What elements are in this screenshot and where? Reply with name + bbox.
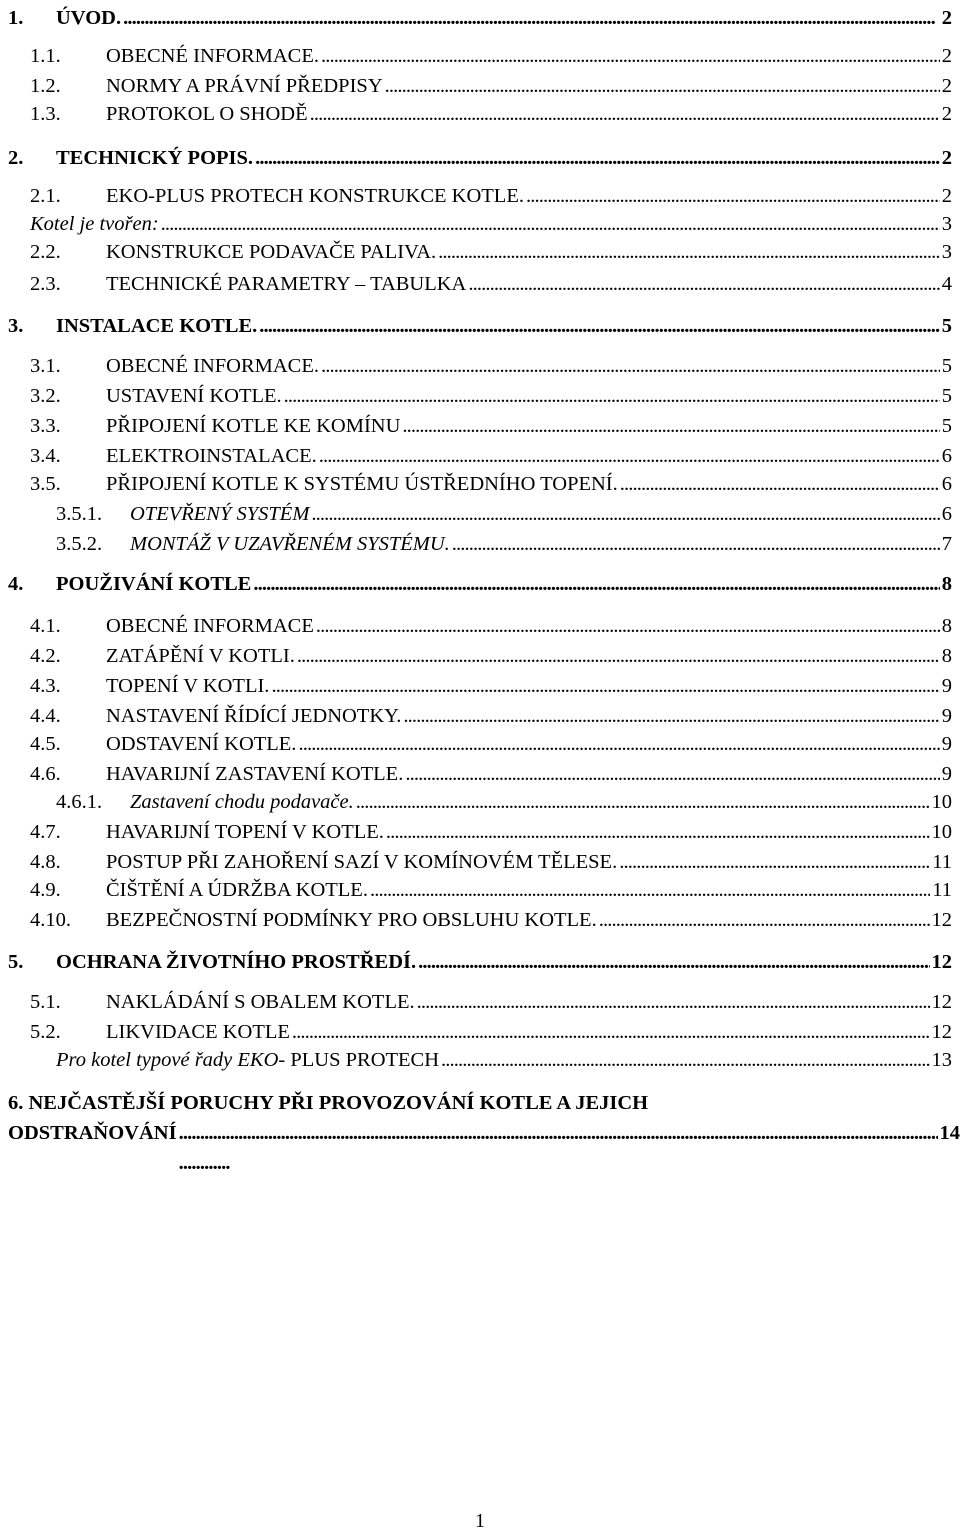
toc-entry-title-text: NORMY A PRÁVNÍ PŘEDPISY <box>106 75 383 97</box>
toc-leader-dots <box>297 644 940 668</box>
toc-page-number: 10 <box>931 791 952 813</box>
toc-leader-dots <box>259 314 939 338</box>
toc-entry-title: LIKVIDACE KOTLE <box>106 1021 290 1043</box>
toc-leader-dots <box>370 878 930 902</box>
toc-entry[interactable] <box>56 532 952 556</box>
toc-entry-number: 4.10. <box>30 909 71 931</box>
toc-leader-dots <box>271 674 939 698</box>
toc-entry-number: 4.6.1. <box>56 791 103 813</box>
toc-entry-title <box>56 1048 439 1072</box>
toc-page-number: 7 <box>941 533 952 555</box>
toc-entry-number: 3. <box>8 315 24 337</box>
toc-entry[interactable] <box>30 102 952 126</box>
toc-entry[interactable] <box>30 762 952 786</box>
toc-entry-title-text: HAVARIJNÍ ZASTAVENÍ KOTLE. <box>106 763 404 785</box>
toc-entry-title: ÚVOD. <box>56 7 122 29</box>
toc-entry[interactable] <box>30 674 952 698</box>
toc-entry-title: PROTOKOL O SHODĚ <box>106 103 308 125</box>
toc-entry-title-text: TECHNICKÉ PARAMETRY – TABULKA <box>106 273 467 295</box>
toc-entry-number: 4.1. <box>30 615 61 637</box>
toc-entry[interactable] <box>30 644 952 668</box>
toc-entry-title <box>106 990 415 1014</box>
toc-entry-number: 1. <box>8 7 24 29</box>
toc-page-number: 8 <box>941 573 952 595</box>
toc-entry-title <box>106 820 384 844</box>
toc-page-number: 2 <box>941 7 952 29</box>
toc-entry-title-text: USTAVENÍ KOTLE. <box>106 385 282 407</box>
toc-entry-title-italic: Pro kotel typové řady EKO- <box>56 1049 286 1071</box>
toc-entry-title: EKO-PLUS PROTECH KONSTRUKCE KOTLE. <box>106 185 524 207</box>
toc-entry-title: PŘIPOJENÍ KOTLE KE KOMÍNU <box>106 415 401 437</box>
toc-leader-dots <box>321 354 940 378</box>
toc-leader-dots <box>441 1048 929 1072</box>
toc-entry-title-text: OBECNÉ INFORMACE. <box>106 45 319 67</box>
toc-entry-number: 1.1. <box>30 45 61 67</box>
toc-leader-dots <box>405 762 939 786</box>
toc-page-number: 8 <box>941 615 952 637</box>
toc-page-number: 10 <box>931 821 952 843</box>
toc-entry-title-text: ODSTAVENÍ KOTLE. <box>106 733 297 755</box>
toc-entry-title: OCHRANA ŽIVOTNÍHO PROSTŘEDÍ. <box>56 951 417 973</box>
toc-entry-title <box>106 354 319 378</box>
toc-entry-title <box>106 384 282 408</box>
toc-entry-title <box>106 704 401 728</box>
toc-page-number: 6 <box>941 503 952 525</box>
toc-leader-dots <box>179 1118 938 1178</box>
toc-leader-dots <box>298 732 939 756</box>
toc-entry[interactable] <box>30 184 952 208</box>
toc-entry-number: 4.4. <box>30 705 61 727</box>
toc-page-number: 9 <box>941 675 952 697</box>
toc-entry[interactable] <box>30 44 952 68</box>
toc-entry-title <box>106 74 383 98</box>
toc-entry-number: 4.9. <box>30 879 61 901</box>
toc-entry[interactable] <box>30 240 952 264</box>
toc-leader-dots <box>292 1020 930 1044</box>
toc-entry[interactable] <box>30 414 952 438</box>
toc-page-number: 8 <box>941 645 952 667</box>
toc-page-number: 11 <box>932 879 952 901</box>
toc-page-number: 5 <box>941 355 952 377</box>
toc-entry-title-text: TOPENÍ V KOTLI. <box>106 675 270 697</box>
toc-leader-dots <box>284 384 940 408</box>
toc-leader-dots <box>619 850 930 874</box>
toc-page-number: 13 <box>931 1049 952 1071</box>
toc-entry-number: 5.1. <box>30 991 61 1013</box>
toc-entry-title: MONTÁŽ V UZAVŘENÉM SYSTÉMU. <box>130 533 450 555</box>
toc-page-number: 3 <box>941 213 952 235</box>
toc-page-number: 2 <box>941 103 952 125</box>
toc-entry-number: 2.2. <box>30 241 61 263</box>
toc-page-number: 5 <box>941 315 952 337</box>
toc-leader-dots <box>452 532 940 556</box>
toc-entry-number: 3.5. <box>30 473 61 495</box>
toc-page-number: 6 <box>941 473 952 495</box>
toc-entry-title: OBECNÉ INFORMACE <box>106 615 314 637</box>
toc-leader-dots <box>403 704 939 728</box>
toc-entry-number: 3.1. <box>30 355 61 377</box>
toc-entry[interactable] <box>56 502 952 526</box>
toc-entry-number: 3.5.2. <box>56 533 103 555</box>
toc-leader-dots <box>123 6 940 30</box>
toc-page-number: 3 <box>941 241 952 263</box>
toc-entry-title <box>106 878 368 902</box>
toc-page-number: 4 <box>941 273 952 295</box>
toc-page-number: 2 <box>941 75 952 97</box>
toc-entry-title <box>106 762 403 786</box>
toc-entry[interactable] <box>8 314 952 338</box>
toc-entry-title-text: BEZPEČNOSTNÍ PODMÍNKY PRO OBSLUHU KOTLE. <box>106 909 597 931</box>
toc-entry-title: INSTALACE KOTLE. <box>56 315 258 337</box>
toc-page-number: 2 <box>941 185 952 207</box>
toc-leader-dots <box>255 146 940 170</box>
toc-entry-title <box>106 732 296 756</box>
toc-page-number: 11 <box>932 851 952 873</box>
toc-entry-number: 4.5. <box>30 733 61 755</box>
toc-leader-dots <box>402 414 939 438</box>
toc-entry-number: 4. <box>8 573 24 595</box>
toc-entry[interactable] <box>30 1020 952 1044</box>
toc-leader-dots <box>385 74 940 98</box>
toc-leader-dots <box>319 444 940 468</box>
toc-entry-title <box>106 908 597 932</box>
toc-entry[interactable] <box>30 614 952 638</box>
toc-entry-title: PŘIPOJENÍ KOTLE K SYSTÉMU ÚSTŘEDNÍHO TOPENÍ. <box>106 473 618 495</box>
toc-page-number: 6 <box>941 445 952 467</box>
toc-entry-title-text: HAVARIJNÍ TOPENÍ V KOTLE. <box>106 821 384 843</box>
toc-entry-title <box>106 240 436 264</box>
toc-entry-title-text: POSTUP PŘI ZAHOŘENÍ SAZÍ V KOMÍNOVÉM TĚLESE. <box>106 851 618 873</box>
toc-entry-number: 3.2. <box>30 385 61 407</box>
toc-entry-title <box>106 674 269 698</box>
toc-leader-dots <box>311 502 939 526</box>
toc-entry-number: 4.8. <box>30 851 61 873</box>
toc-page-number: 9 <box>941 705 952 727</box>
toc-entry[interactable] <box>30 272 952 296</box>
toc-page-number: 14 <box>939 1122 960 1144</box>
toc-leader-dots <box>253 572 939 596</box>
toc-entry[interactable] <box>30 878 952 902</box>
toc-page-number: 2 <box>941 45 952 67</box>
toc-entry-number: 4.6. <box>30 763 61 785</box>
toc-entry[interactable] <box>30 384 952 408</box>
toc-entry-number: 2.1. <box>30 185 61 207</box>
toc-entry-6 <box>8 1088 960 1178</box>
toc-page-number: 9 <box>941 733 952 755</box>
toc-entry-title-text: NASTAVENÍ ŘÍDÍCÍ JEDNOTKY. <box>106 705 402 727</box>
toc-entry[interactable] <box>30 732 952 756</box>
toc-entry-title: TECHNICKÝ POPIS. <box>56 147 254 169</box>
toc-entry-number: 1.3. <box>30 103 61 125</box>
toc-entry-6-line1: 6. NEJČASTĚJŠÍ PORUCHY PŘI PROVOZOVÁNÍ KOTLE A JEJICH <box>8 1092 649 1114</box>
toc-entry-6-line2: ODSTRAŇOVÁNÍ <box>8 1122 177 1144</box>
toc-page-number: 5 <box>941 415 952 437</box>
toc-entry[interactable] <box>30 990 952 1014</box>
toc-entry[interactable] <box>30 908 952 932</box>
toc-leader-dots <box>356 790 930 814</box>
toc-entry[interactable] <box>8 950 952 974</box>
toc-page-number: 9 <box>941 763 952 785</box>
toc-entry-number: 4.3. <box>30 675 61 697</box>
toc-leader-dots <box>599 908 930 932</box>
toc-entry-title <box>106 850 617 874</box>
toc-entry-number: 3.5.1. <box>56 503 103 525</box>
toc-entry-title-text: ELEKTROINSTALACE. <box>106 445 317 467</box>
toc-entry-title-plain: PLUS PROTECH <box>285 1049 440 1071</box>
toc-entry-title <box>106 44 319 68</box>
toc-entry-title: Kotel je tvořen: <box>30 213 159 235</box>
toc-page-number: 2 <box>941 147 952 169</box>
toc-entry-number: 2.3. <box>30 273 61 295</box>
toc-entry[interactable] <box>30 444 952 468</box>
toc-entry-number: 4.7. <box>30 821 61 843</box>
toc-entry[interactable] <box>30 820 952 844</box>
toc-entry-number: 5.2. <box>30 1021 61 1043</box>
toc-entry-title-text: ČIŠTĚNÍ A ÚDRŽBA KOTLE. <box>106 879 368 901</box>
toc-entry-title-text: OBECNÉ INFORMACE. <box>106 355 319 377</box>
toc-entry-title <box>106 644 295 668</box>
toc-entry[interactable] <box>30 74 952 98</box>
toc-entry-title-text: ZATÁPĚNÍ V KOTLI. <box>106 645 295 667</box>
toc-entry-number: 3.4. <box>30 445 61 467</box>
toc-entry[interactable] <box>8 146 952 170</box>
toc-entry[interactable] <box>8 6 952 30</box>
toc-page-number: 5 <box>941 385 952 407</box>
toc-leader-dots <box>417 990 930 1014</box>
toc-entry-number: 3.3. <box>30 415 61 437</box>
toc-leader-dots <box>438 240 940 264</box>
toc-entry-title: Zastavení chodu podavače. <box>130 791 354 813</box>
toc-entry-number: 1.2. <box>30 75 61 97</box>
toc-leader-dots <box>418 950 929 974</box>
toc-entry[interactable] <box>8 572 952 596</box>
toc-leader-dots <box>316 614 940 638</box>
toc-entry-number: 2. <box>8 147 24 169</box>
toc-entry[interactable] <box>30 472 952 496</box>
toc-entry-title-text: KONSTRUKCE PODAVAČE PALIVA. <box>106 241 437 263</box>
toc-entry-title <box>106 272 466 296</box>
toc-leader-dots <box>161 212 940 236</box>
toc-leader-dots <box>526 184 940 208</box>
toc-page-number: 12 <box>931 1021 952 1043</box>
toc-leader-dots <box>386 820 930 844</box>
toc-entry-title-text: NAKLÁDÁNÍ S OBALEM KOTLE. <box>106 991 415 1013</box>
toc-entry-title: POUŽIVÁNÍ KOTLE <box>56 573 252 595</box>
toc-leader-dots <box>620 472 940 496</box>
toc-entry-title <box>106 444 317 468</box>
toc-entry-number: 5. <box>8 951 24 973</box>
toc-page-number: 12 <box>931 991 952 1013</box>
toc-entry[interactable] <box>56 790 952 814</box>
toc-entry[interactable] <box>30 212 952 236</box>
toc-leader-dots <box>310 102 940 126</box>
toc-page-number: 12 <box>931 909 952 931</box>
page-footer-number: 1 <box>475 1510 485 1532</box>
toc-leader-dots <box>468 272 939 296</box>
toc-entry[interactable] <box>30 850 952 874</box>
toc-entry[interactable] <box>30 354 952 378</box>
toc-entry-title: OTEVŘENÝ SYSTÉM <box>130 503 310 525</box>
toc-entry[interactable] <box>30 704 952 728</box>
toc-entry-number: 4.2. <box>30 645 61 667</box>
toc-entry[interactable] <box>56 1048 952 1072</box>
toc-leader-dots <box>321 44 940 68</box>
toc-page-number: 12 <box>931 951 952 973</box>
